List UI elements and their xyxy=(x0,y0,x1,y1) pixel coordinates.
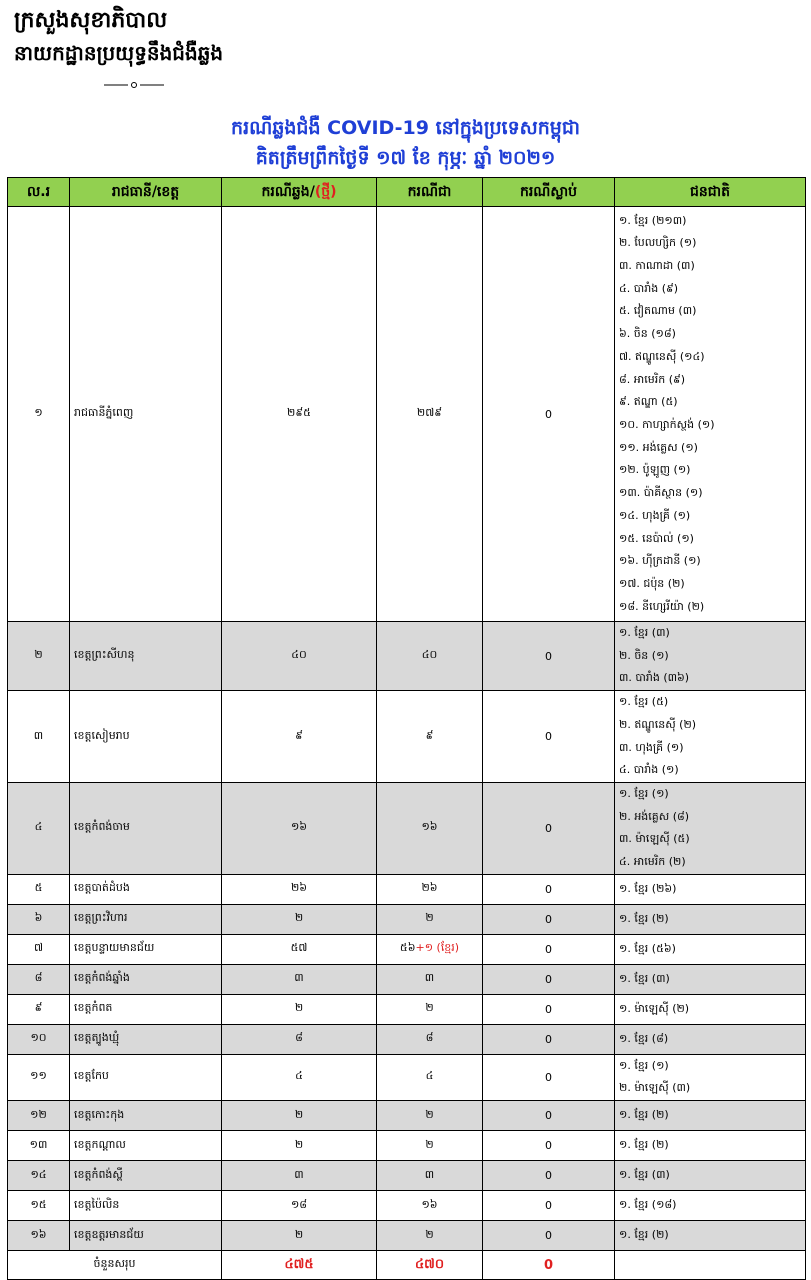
row-number: ៥ xyxy=(8,874,70,904)
table-row xyxy=(8,1131,806,1161)
province-name: ខេត្តព្រះសីហនុ xyxy=(70,622,222,691)
deaths-count: 0 xyxy=(483,1024,615,1054)
province-name: ខេត្តកំពង់ចាម xyxy=(70,782,222,874)
nationality-list xyxy=(615,1161,806,1191)
province-name: ខេត្តត្បូងឃ្មុំ xyxy=(70,1024,222,1054)
recovered-count: ២ xyxy=(425,1107,434,1121)
nationality-item: ១. ខ្មែរ (៣) xyxy=(619,971,670,985)
total-label: ចំនួនសរុប xyxy=(8,1251,222,1280)
table-row xyxy=(8,934,806,964)
total-deaths xyxy=(483,1251,615,1280)
table-row xyxy=(8,1024,806,1054)
row-number: ១ xyxy=(8,207,70,622)
cases-count: ១៨ xyxy=(222,1191,377,1221)
nationality-list xyxy=(615,874,806,904)
table-row xyxy=(8,994,806,1024)
table-row xyxy=(8,1101,806,1131)
province-name: ខេត្តកំពត xyxy=(70,994,222,1024)
total-cases xyxy=(222,1251,377,1280)
nationality-item: ១១. អង់គ្លេស (១) xyxy=(619,440,698,454)
cases-count: ៩ xyxy=(222,691,377,783)
nationality-item: ២. ឥណ្ឌូនេស៊ី (២) xyxy=(619,717,697,731)
nationality-item: ១៦. ហ៊ីក្រដានី (១) xyxy=(619,554,701,568)
table-row xyxy=(8,782,806,874)
row-number: ១០ xyxy=(8,1024,70,1054)
nationality-item: ១៥. នេប៉ាល់ (១) xyxy=(619,531,694,545)
nationality-item: ១. ខ្មែរ (៥៦) xyxy=(619,941,676,955)
nationality-list xyxy=(615,904,806,934)
table-row xyxy=(8,1054,806,1100)
recovered-cell xyxy=(377,964,483,994)
col-header-nationality: ជនជាតិ xyxy=(615,178,806,207)
nationality-item: ១៧. ជប៉ុន (២) xyxy=(619,576,685,590)
recovered-cell xyxy=(377,691,483,783)
recovered-cell xyxy=(377,904,483,934)
table-row xyxy=(8,1191,806,1221)
nationality-item: ៤. បារាំង (៩) xyxy=(619,281,679,295)
nationality-item: ២. ម៉ាឡេស៊ី (៣) xyxy=(619,1081,691,1095)
total-deaths-value: 0 xyxy=(543,1257,554,1273)
deaths-count: 0 xyxy=(483,782,615,874)
recovered-count: ២ xyxy=(425,1137,434,1151)
nationality-item: ៣. កាណាដា (៣) xyxy=(619,259,695,273)
nationality-list xyxy=(615,994,806,1024)
cases-count: ២ xyxy=(222,1101,377,1131)
cases-count: ១៦ xyxy=(222,782,377,874)
nationality-list xyxy=(615,1191,806,1221)
recovered-cell xyxy=(377,622,483,691)
deaths-count: 0 xyxy=(483,207,615,622)
deaths-count: 0 xyxy=(483,622,615,691)
deaths-count: 0 xyxy=(483,904,615,934)
nationality-item: ១៨. នីហ្សេរីយ៉ា (២) xyxy=(619,599,705,613)
nationality-item: ១៤. ហុងគ្រី (១) xyxy=(619,508,691,522)
nationality-item: ១. ខ្មែរ (៣) xyxy=(619,626,670,639)
recovered-count: ៣ xyxy=(424,1167,435,1181)
nationality-item: ៥. វៀតណាម (៣) xyxy=(619,304,697,318)
col-header-cases-new: (ថ្មី) xyxy=(314,183,337,200)
deaths-count: 0 xyxy=(483,1101,615,1131)
ministry-name: ក្រសួងសុខាភិបាល xyxy=(14,8,168,33)
nationality-list xyxy=(615,207,806,622)
province-name: ខេត្តឧត្តរមានជ័យ xyxy=(70,1221,222,1251)
row-number: ៤ xyxy=(8,782,70,874)
deaths-count: 0 xyxy=(483,1131,615,1161)
cases-count: ៥៧ xyxy=(222,934,377,964)
total-recovered-value: ៤៧០ xyxy=(414,1256,445,1272)
recovered-cell xyxy=(377,934,483,964)
recovered-cell xyxy=(377,1024,483,1054)
table-row xyxy=(8,207,806,622)
table-row xyxy=(8,622,806,691)
nationality-list xyxy=(615,1131,806,1161)
col-header-cases-label: ករណីឆ្លង/ xyxy=(261,183,315,200)
nationality-item: ១. ខ្មែរ (២) xyxy=(619,911,669,925)
province-name: ខេត្តព្រះវិហារ xyxy=(70,904,222,934)
deaths-count: 0 xyxy=(483,1054,615,1100)
nationality-item: ១៣. ប៉ាគីស្ថាន (១) xyxy=(619,486,703,500)
row-number: ១៣ xyxy=(8,1131,70,1161)
deaths-count: 0 xyxy=(483,934,615,964)
col-header-recovered: ករណីជា xyxy=(377,178,483,207)
row-number: ២ xyxy=(8,622,70,691)
province-name: ខេត្តបន្ទាយមានជ័យ xyxy=(70,934,222,964)
row-number: ៣ xyxy=(8,691,70,783)
ornament-divider xyxy=(104,80,164,90)
province-name: ខេត្តកោះកុង xyxy=(70,1101,222,1131)
row-number: ១៤ xyxy=(8,1161,70,1191)
table-body xyxy=(8,207,806,1280)
province-name: ខេត្តកែប xyxy=(70,1054,222,1100)
col-header-no: ល.រ xyxy=(8,178,70,207)
nationality-item: ៣. ម៉ាឡេស៊ី (៥) xyxy=(619,832,690,846)
nationality-list xyxy=(615,782,806,874)
province-name: ខេត្តសៀមរាប xyxy=(70,691,222,783)
table-row xyxy=(8,1161,806,1191)
table-row xyxy=(8,904,806,934)
deaths-count: 0 xyxy=(483,874,615,904)
row-number: ៩ xyxy=(8,994,70,1024)
nationality-item: ៧. ឥណ្ឌូនេស៊ី (១៤) xyxy=(619,349,705,363)
nationality-item: ៦. ចិន (១៨) xyxy=(619,327,676,341)
province-name: ខេត្តកណ្ដាល xyxy=(70,1131,222,1161)
row-number: ៨ xyxy=(8,964,70,994)
nationality-item: ១. ខ្មែរ (១) xyxy=(619,1058,669,1072)
cases-count: ២៩៥ xyxy=(222,207,377,622)
cases-count: ២ xyxy=(222,904,377,934)
recovered-cell xyxy=(377,782,483,874)
province-name: ខេត្តបាត់ដំបង xyxy=(70,874,222,904)
col-header-deaths: ករណីស្លាប់ xyxy=(483,178,615,207)
deaths-count: 0 xyxy=(483,964,615,994)
col-header-cases xyxy=(222,178,377,207)
recovered-count: ៥៦ xyxy=(399,941,416,955)
deaths-count: 0 xyxy=(483,691,615,783)
recovered-count: ២ xyxy=(425,911,434,925)
province-name: រាជធានីភ្នំពេញ xyxy=(70,207,222,622)
recovered-extra: +១ (ខ្មែរ) xyxy=(415,941,460,955)
nationality-item: ៩. ឥណ្ឌា (៥) xyxy=(619,395,678,409)
nationality-item: ២. បែលហ្សិក (១) xyxy=(619,236,697,250)
cases-count: ២ xyxy=(222,994,377,1024)
nationality-item: ៤. អាមេរិក (២) xyxy=(619,855,686,869)
recovered-count: ១៦ xyxy=(421,820,438,834)
province-name: ខេត្តកំពង់ឆ្នាំង xyxy=(70,964,222,994)
recovered-cell xyxy=(377,1191,483,1221)
table-row xyxy=(8,964,806,994)
recovered-cell xyxy=(377,1161,483,1191)
nationality-item: ១. ម៉ាឡេស៊ី (២) xyxy=(619,1001,690,1015)
row-number: ១៦ xyxy=(8,1221,70,1251)
nationality-item: ១. ខ្មែរ (២១៣) xyxy=(619,213,687,227)
table-header-row xyxy=(8,178,806,207)
recovered-count: ២ xyxy=(425,1227,434,1241)
cases-count: ២៦ xyxy=(222,874,377,904)
nationality-item: ១២. ប៉ូឡូញ (១) xyxy=(619,463,691,477)
col-header-province: រាជធានី/ខេត្ត xyxy=(70,178,222,207)
nationality-item: ១. ខ្មែរ (២) xyxy=(619,1108,669,1122)
nationality-list xyxy=(615,964,806,994)
table-row xyxy=(8,691,806,783)
report-title: ករណីឆ្លងជំងឺ COVID-19 នៅក្នុងប្រទេសកម្ពុជា xyxy=(231,117,580,139)
row-number: ១១ xyxy=(8,1054,70,1100)
deaths-count: 0 xyxy=(483,1221,615,1251)
nationality-item: ១. ខ្មែរ (៨) xyxy=(619,1031,669,1045)
total-row xyxy=(8,1251,806,1280)
recovered-count: ៤ xyxy=(425,1069,434,1083)
table-row xyxy=(8,1221,806,1251)
report-date: គិតត្រឹមព្រឹកថ្ងៃទី ១៧ ខែ កុម្ភៈ ឆ្នាំ ២០២១ xyxy=(255,147,556,169)
recovered-count: ៩ xyxy=(425,728,434,742)
nationality-item: ១០. កាហ្សាក់ស្ថង់ (១) xyxy=(619,418,715,431)
deaths-count: 0 xyxy=(483,994,615,1024)
nationality-item: ៨. អាមេរិក (៩) xyxy=(619,372,686,386)
recovered-count: ៣ xyxy=(424,971,435,985)
nationality-item: ១. ខ្មែរ (៣) xyxy=(619,1168,670,1182)
nationality-list xyxy=(615,1101,806,1131)
recovered-cell xyxy=(377,1131,483,1161)
recovered-count: ៤០ xyxy=(421,648,438,662)
recovered-cell xyxy=(377,207,483,622)
row-number: ១៥ xyxy=(8,1191,70,1221)
cases-count: ៤ xyxy=(222,1054,377,1100)
cases-count: ៣ xyxy=(222,1161,377,1191)
recovered-count: ២៧៩ xyxy=(416,406,443,419)
recovered-count: ៨ xyxy=(425,1031,434,1045)
total-recovered xyxy=(377,1251,483,1280)
recovered-cell xyxy=(377,1054,483,1100)
total-cases-value: ៤៧៥ xyxy=(284,1256,314,1272)
cases-count: ២ xyxy=(222,1221,377,1251)
nationality-list xyxy=(615,622,806,691)
row-number: ៦ xyxy=(8,904,70,934)
recovered-count: ១៦ xyxy=(421,1197,438,1211)
nationality-item: ១. ខ្មែរ (២៦) xyxy=(619,881,677,895)
total-nationality-empty xyxy=(615,1251,806,1280)
nationality-item: ១. ខ្មែរ (២) xyxy=(619,1228,669,1242)
nationality-list xyxy=(615,691,806,783)
recovered-cell xyxy=(377,1101,483,1131)
nationality-list xyxy=(615,1054,806,1100)
nationality-item: ១. ខ្មែរ (១៨) xyxy=(619,1198,677,1212)
deaths-count: 0 xyxy=(483,1191,615,1221)
recovered-count: ២៦ xyxy=(421,881,438,895)
recovered-cell xyxy=(377,994,483,1024)
department-name: នាយកដ្ឋានប្រយុទ្ធនឹងជំងឺឆ្លង xyxy=(14,41,224,65)
nationality-item: ៣. ហុងគ្រី (១) xyxy=(619,740,684,754)
nationality-list xyxy=(615,1024,806,1054)
province-name: ខេត្តប៉ៃលិន xyxy=(70,1191,222,1221)
cases-count: ៨ xyxy=(222,1024,377,1054)
recovered-count: ២ xyxy=(425,1001,434,1015)
cases-count: ៣ xyxy=(222,964,377,994)
cases-count: ២ xyxy=(222,1131,377,1161)
recovered-cell xyxy=(377,874,483,904)
covid-cases-table xyxy=(7,177,806,1280)
nationality-item: ១. ខ្មែរ (១) xyxy=(619,786,669,800)
nationality-item: ២. អង់គ្លេស (៨) xyxy=(619,809,690,823)
nationality-item: ២. ចិន (១) xyxy=(619,648,669,662)
row-number: ១២ xyxy=(8,1101,70,1131)
recovered-cell xyxy=(377,1221,483,1251)
table-row xyxy=(8,874,806,904)
nationality-item: ១. ខ្មែរ (២) xyxy=(619,1138,669,1152)
nationality-item: ១. ខ្មែរ (៥) xyxy=(619,695,669,709)
nationality-list xyxy=(615,934,806,964)
province-name: ខេត្តកំពង់ស្ពឺ xyxy=(70,1161,222,1191)
row-number: ៧ xyxy=(8,934,70,964)
deaths-count: 0 xyxy=(483,1161,615,1191)
nationality-item: ៣. បារាំង (៣៦) xyxy=(619,671,690,685)
nationality-list xyxy=(615,1221,806,1251)
cases-count: ៤០ xyxy=(222,622,377,691)
nationality-item: ៤. បារាំង (១) xyxy=(619,763,679,777)
